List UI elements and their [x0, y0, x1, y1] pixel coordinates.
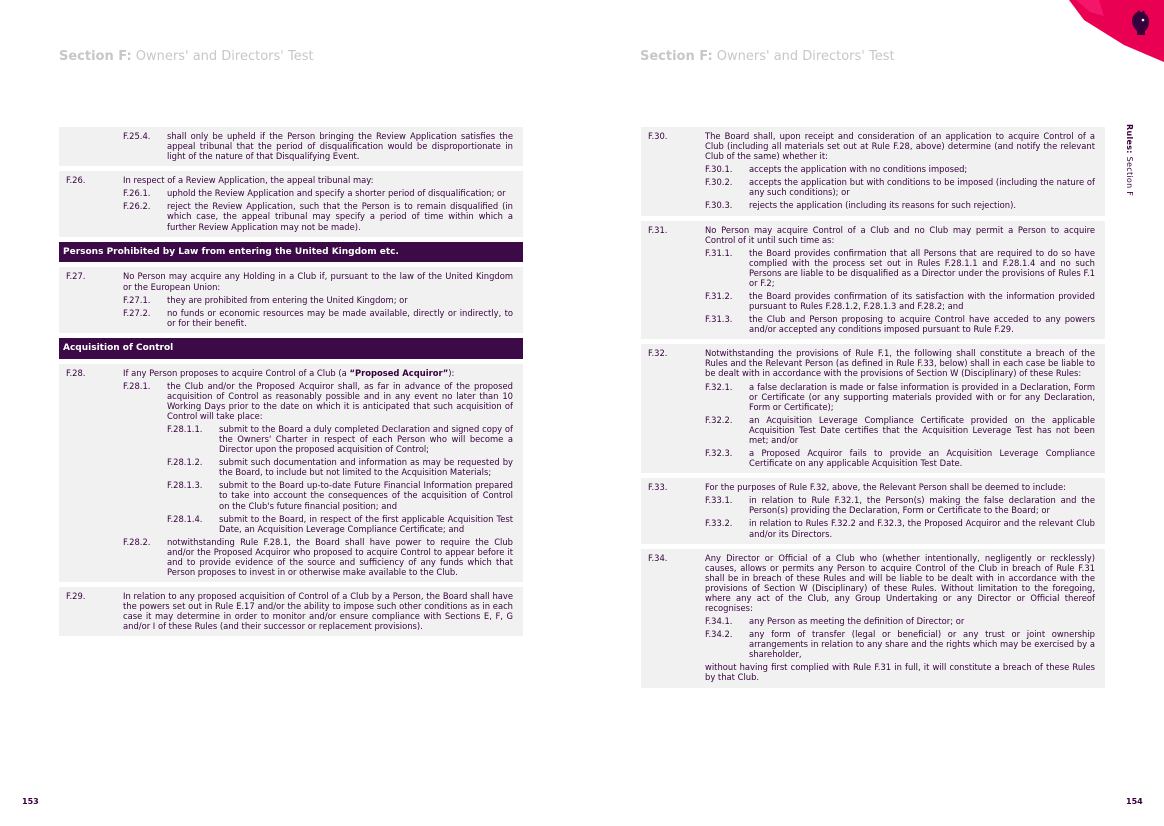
rule-f28-1: F.28.1. the Club and/or the Proposed Acquiror shall, as far in advance of the proposed acquisition of Control as reasonably possible and in any event no later than 10 Working Days prior to the date on which it is anticipated that such acquisition of Control will take place:	[123, 380, 513, 421]
rule-f29: F.29. In relation to any proposed acquisition of Control of a Club by a Person, the Board shall have the powers set out in Rule E.17 and/or the ability to impose such other conditions as in each case it may determine in order to monitor and/or ensure compliance with Sections E, F, G and/or I of these Rules (and their successor or replacement provisions).	[66, 591, 513, 632]
left-page-content	[59, 127, 523, 641]
section-heading-acquisition-of-control: Acquisition of Control	[59, 338, 523, 359]
rule-block-f25	[59, 127, 523, 166]
rule-block-f28	[59, 364, 523, 582]
rule-f34: F.34. Any Director or Official of a Club who (whether intentionally, negligently or recklessly) causes, allows or permits any Person to acquire Control of the Club in breach of Rule F.31 shall be in breach of these Rules and will be liable to be dealt with in accordance with the provisions of Section W (Disciplinary) of these Rules. Without limitation to the foregoing, where any act of the Club, any Group Undertaking or any Director or Official thereof recognises:	[648, 552, 1095, 613]
rule-f30-2: F.30.2. accepts the application but with conditions to be imposed (including the nature of any such conditions); or	[705, 177, 1095, 198]
rule-f32-3: F.32.3. a Proposed Acquiror fails to provide an Acquisition Leverage Compliance Certificate on any applicable Acquisition Test Date.	[705, 448, 1095, 469]
rule-f34-2: F.34.2. any form of transfer (legal or beneficial) or any trust or joint ownership arrangements in relation to any share and the rights which may be exercised by a shareholder,	[705, 629, 1095, 660]
rule-f28-1-4: F.28.1.4. submit to the Board, in respect of the first applicable Acquisition Test Date, an Acquisition Leverage Compliance Certificate; and	[167, 513, 513, 534]
rule-block-f32	[641, 344, 1105, 473]
rule-block-f33	[641, 478, 1105, 543]
rule-f32-2: F.32.2. an Acquisition Leverage Compliance Certificate provided on the applicable Acquisition Test Date certifies that the Acquisition Leverage Test has not been met; and/or	[705, 414, 1095, 445]
rule-block-f29	[59, 587, 523, 636]
brand-corner	[1024, 0, 1164, 70]
rule-f27-2: F.27.2. no funds or economic resources may be made available, directly or indirectly, to or for their benefit.	[123, 307, 513, 328]
rule-block-f30	[641, 127, 1105, 216]
rule-f31-2: F.31.2. the Board provides confirmation of its satisfaction with the information provided pursuant to Rules F.28.1.2, F.28.1.3 and F.28.2; and	[705, 291, 1095, 312]
rule-block-f34	[641, 549, 1105, 688]
rule-f26-2: F.26.2. reject the Review Application, such that the Person is to remain disqualified (in which case, the appeal tribunal may specify a period of time within which a further Review Application may not be made).	[123, 201, 513, 232]
rule-f31-1: F.31.1. the Board provides confirmation that all Persons that are required to do so have complied with the process set out in Rules F.28.1.1 and F.28.1.4 and no such Persons are liable to be disqualified as a Director under the provisions of Rules F.1 or F.2;	[705, 247, 1095, 288]
rule-f27-1: F.27.1. they are prohibited from entering the United Kingdom; or	[123, 294, 408, 305]
rule-block-f26	[59, 171, 523, 236]
rule-block-f31	[641, 221, 1105, 340]
rule-f30-3: F.30.3. rejects the application (including its reasons for such rejection).	[705, 200, 1017, 211]
rule-f33-1: F.33.1. in relation to Rule F.32.1, the Person(s) making the false declaration and the Person(s) providing the Declaration, Form or Certificate to the Board; or	[705, 495, 1095, 516]
rule-f28-2: F.28.2. notwithstanding Rule F.28.1, the Board shall have power to require the Club and/or the Proposed Acquiror who proposed to acquire Control to appear before it and to provide evidence of the source and sufficiency of any funds which that Person proposes to invest in or otherwise make available to the Club.	[123, 536, 513, 578]
rule-f31-3: F.31.3. the Club and Person proposing to acquire Control have acceded to any powers and/or accepted any conditions imposed pursuant to Rule F.29.	[705, 314, 1095, 335]
rule-f33-2: F.33.2. in relation to Rules F.32.2 and F.32.3, the Proposed Acquiror and the relevant Club and/or its Directors.	[705, 518, 1095, 539]
rule-f34-closing-note: without having first complied with Rule F.31 in full, it will constitute a breach of these Rules by that Club.	[705, 662, 1095, 683]
rule-f28-1-1: F.28.1.1. submit to the Board a duly completed Declaration and signed copy of the Owners' Charter in respect of each Person who will become a Director upon the proposed acquisition of Control;	[167, 424, 513, 455]
right-page-content	[641, 127, 1105, 693]
page-number-left: 153	[22, 797, 39, 806]
section-heading-prohibited-persons: Persons Prohibited by Law from entering the United Kingdom etc.	[59, 242, 523, 263]
rule-f30-1: F.30.1. accepts the application with no conditions imposed;	[705, 164, 968, 175]
rule-f30: F.30. The Board shall, upon receipt and consideration of an application to acquire Control of a Club (including all materials set out at Rule F.28, above) determine (and notify the relevant Club of the same) whether it:	[648, 131, 1095, 162]
page-number-right: 154	[1126, 797, 1143, 806]
side-section-label: Rules: Section F	[1125, 124, 1134, 197]
rule-f33: F.33. For the purposes of Rule F.32, above, the Relevant Person shall be deemed to include:	[648, 482, 1066, 493]
rule-f28-1-2: F.28.1.2. submit such documentation and information as may be requested by the Board, to include but not limited to the Acquisition Materials;	[167, 457, 513, 478]
section-title-right: Section F: Owners' and Directors' Test	[640, 49, 895, 64]
rule-f25-4: F.25.4. shall only be upheld if the Person bringing the Review Application satisfies the appeal tribunal that the period of disqualification would be disproportionate in light of the nature of that Disqualifying Event.	[123, 131, 513, 162]
rule-f32-1: F.32.1. a false declaration is made or false information is provided in a Declaration, Form or Certificate (or any supporting materials provided with or for any Declaration, Form or Certificate);	[705, 381, 1095, 412]
rule-block-f27	[59, 267, 523, 332]
rule-f27: F.27. No Person may acquire any Holding in a Club if, pursuant to the law of the United Kingdom or the European Union:	[66, 271, 513, 292]
rule-f26: F.26. In respect of a Review Application, the appeal tribunal may:	[66, 175, 374, 186]
rule-f28: F.28. If any Person proposes to acquire Control of a Club (a “Proposed Acquiror”):	[66, 367, 455, 378]
section-title-left: Section F: Owners' and Directors' Test	[59, 49, 314, 64]
rule-f31: F.31. No Person may acquire Control of a Club and no Club may permit a Person to acquire Control of it until such time as:	[648, 224, 1095, 245]
rule-f26-1: F.26.1. uphold the Review Application and specify a shorter period of disqualification; or	[123, 188, 506, 199]
rule-f32: F.32. Notwithstanding the provisions of Rule F.1, the following shall constitute a breach of the Rules and the Relevant Person (as defined in Rule F.33, below) shall in each case be liable to be dealt with in accordance with the provisions of Section W (Disciplinary) of these Rules:	[648, 348, 1095, 379]
rule-f28-1-3: F.28.1.3. submit to the Board up-to-date Future Financial Information prepared to take into account the consequences of the acquisition of Control on the Club's future financial position; and	[167, 480, 513, 511]
rule-f34-1: F.34.1. any Person as meeting the definition of Director; or	[705, 616, 965, 627]
